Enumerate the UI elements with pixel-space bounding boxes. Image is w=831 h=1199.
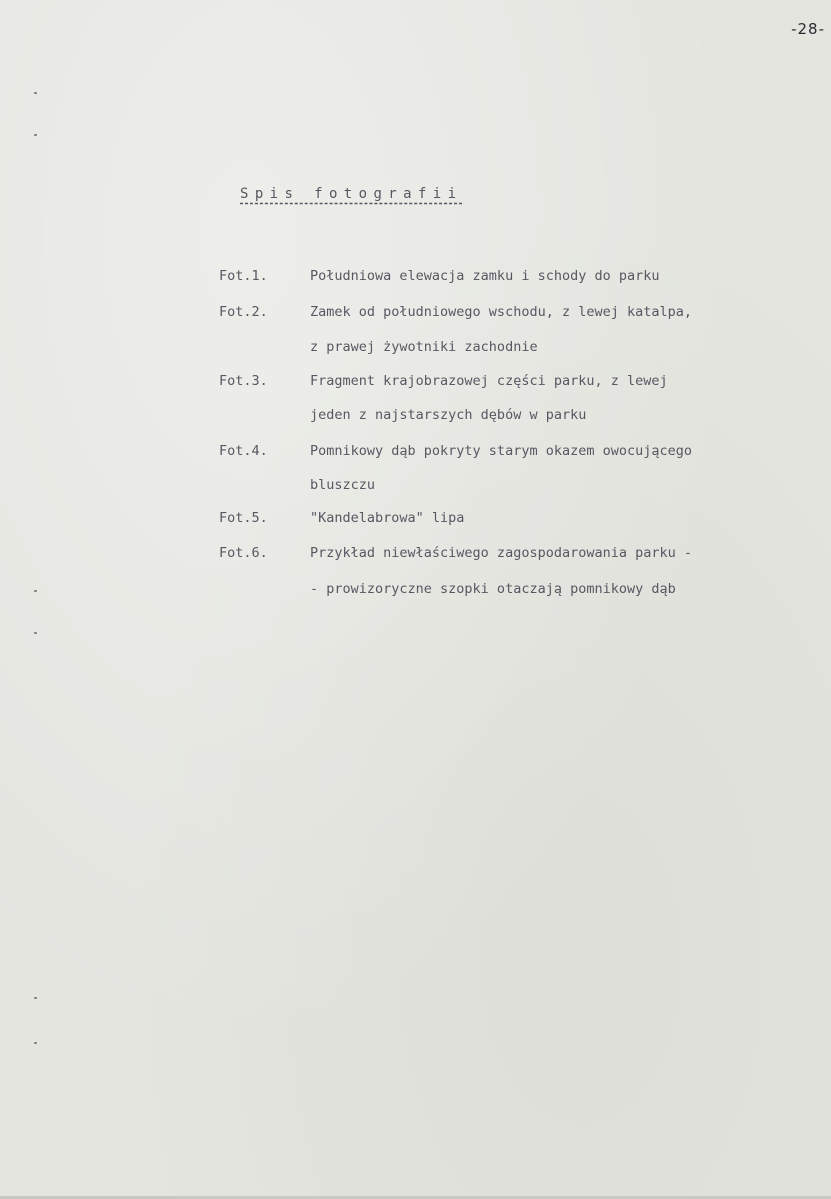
entry-text: - prowizoryczne szopki otaczają pomnikowy dąb bbox=[310, 581, 676, 597]
entry-text: Fragment krajobrazowej części parku, z lewej bbox=[310, 373, 668, 389]
page-number: -28- bbox=[791, 20, 825, 38]
entry-text: bluszczu bbox=[310, 477, 376, 493]
entry-text: z prawej żywotniki zachodnie bbox=[310, 339, 538, 355]
punch-mark bbox=[34, 997, 37, 999]
entry-label: Fot.5. bbox=[219, 510, 268, 526]
entry-text: Południowa elewacja zamku i schody do parku bbox=[310, 268, 660, 284]
page-title: Spis fotografii bbox=[240, 186, 463, 202]
entry-label: Fot.6. bbox=[219, 545, 268, 561]
punch-mark bbox=[34, 134, 37, 136]
entry-label: Fot.1. bbox=[219, 268, 268, 284]
punch-mark bbox=[34, 92, 37, 94]
punch-mark bbox=[34, 1042, 37, 1044]
entry-text: Zamek od południowego wschodu, z lewej katalpa, bbox=[310, 304, 693, 320]
punch-mark bbox=[34, 632, 37, 634]
punch-mark bbox=[34, 590, 37, 592]
entry-text: jeden z najstarszych dębów w parku bbox=[310, 407, 587, 423]
entry-text: "Kandelabrowa" lipa bbox=[310, 510, 465, 526]
entry-label: Fot.3. bbox=[219, 373, 268, 389]
entry-label: Fot.2. bbox=[219, 304, 268, 320]
entry-text: Pomnikowy dąb pokryty starym okazem owocującego bbox=[310, 443, 693, 459]
entry-label: Fot.4. bbox=[219, 443, 268, 459]
entry-text: Przykład niewłaściwego zagospodarowania parku - bbox=[310, 545, 693, 561]
